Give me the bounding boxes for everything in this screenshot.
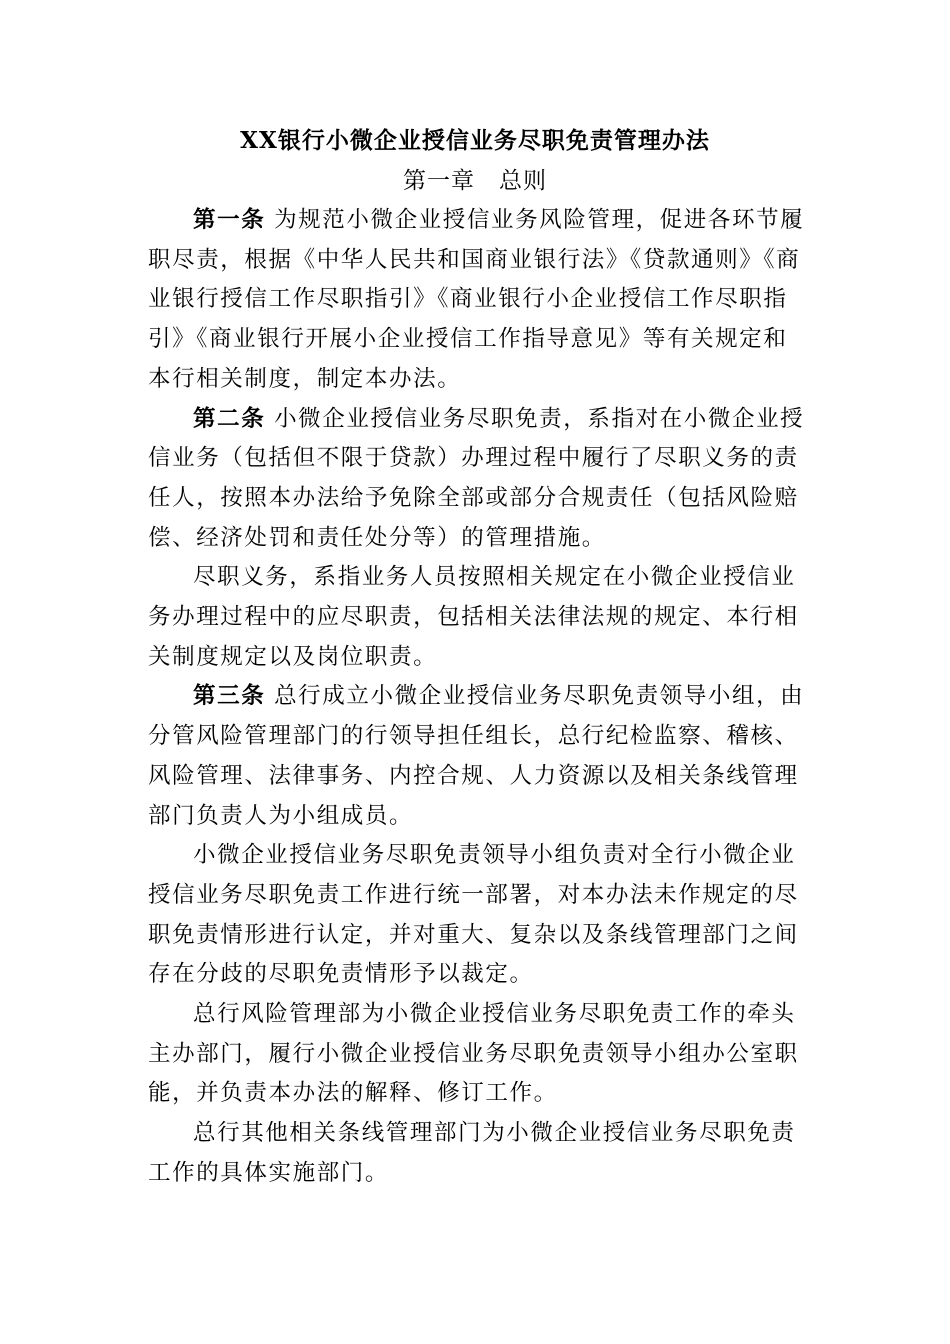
paragraph-article-3 <box>148 677 810 836</box>
paragraph-article-1 <box>148 201 810 400</box>
paragraph-leading-group <box>148 836 810 995</box>
paragraph-text: 为规范小微企业授信业务风险管理，促进各环节履职尽责，根据《中华人民共和国商业银行法》《贷款通则》《商业银行授信工作尽职指引》《商业银行小企业授信工作尽职指引》《商业银行开展小企业授信工作指导意见》等有关规定和本行相关制度，制定本办法。 <box>148 207 805 392</box>
paragraph-duty-definition <box>148 558 810 677</box>
paragraph-text: 总行其他相关条线管理部门为小微企业授信业务尽职免责工作的具体实施部门。 <box>148 1120 796 1186</box>
paragraph-risk-department <box>148 995 810 1114</box>
article-label: 第三条 <box>193 683 266 710</box>
paragraph-text: 尽职义务，系指业务人员按照相关规定在小微企业授信业务办理过程中的应尽职责，包括相关法律法规的规定、本行相关制度规定以及岗位职责。 <box>148 564 799 670</box>
document-body <box>148 201 810 1194</box>
paragraph-text: 小微企业授信业务尽职免责领导小组负责对全行小微企业授信业务尽职免责工作进行统一部署，对本办法未作规定的尽职免责情形进行认定，并对重大、复杂以及条线管理部门之间存在分歧的尽职免责情形予以裁定。 <box>148 842 799 988</box>
article-label: 第一条 <box>193 207 266 233</box>
paragraph-text: 总行风险管理部为小微企业授信业务尽职免责工作的牵头主办部门，履行小微企业授信业务尽职免责领导小组办公室职能，并负责本办法的解释、修订工作。 <box>148 1001 799 1107</box>
document-title: XX银行小微企业授信业务尽职免责管理办法 <box>240 127 710 154</box>
article-label: 第二条 <box>193 405 266 432</box>
paragraph-text: 小微企业授信业务尽职免责，系指对在小微企业授信业务（包括但不限于贷款）办理过程中履行了尽职义务的责任人，按照本办法给予免除全部或部分合规责任（包括风险赔偿、经济处罚和责任处分等）的管理措施。 <box>148 405 805 551</box>
paragraph-article-2 <box>148 400 810 559</box>
chapter-heading: 第一章 总则 <box>403 168 547 194</box>
paragraph-other-departments <box>148 1114 810 1193</box>
paragraph-text: 总行成立小微企业授信业务尽职免责领导小组，由分管风险管理部门的行领导担任组长，总行纪检监察、稽核、风险管理、法律事务、内控合规、人力资源以及相关条线管理部门负责人为小组成员。 <box>148 683 805 829</box>
